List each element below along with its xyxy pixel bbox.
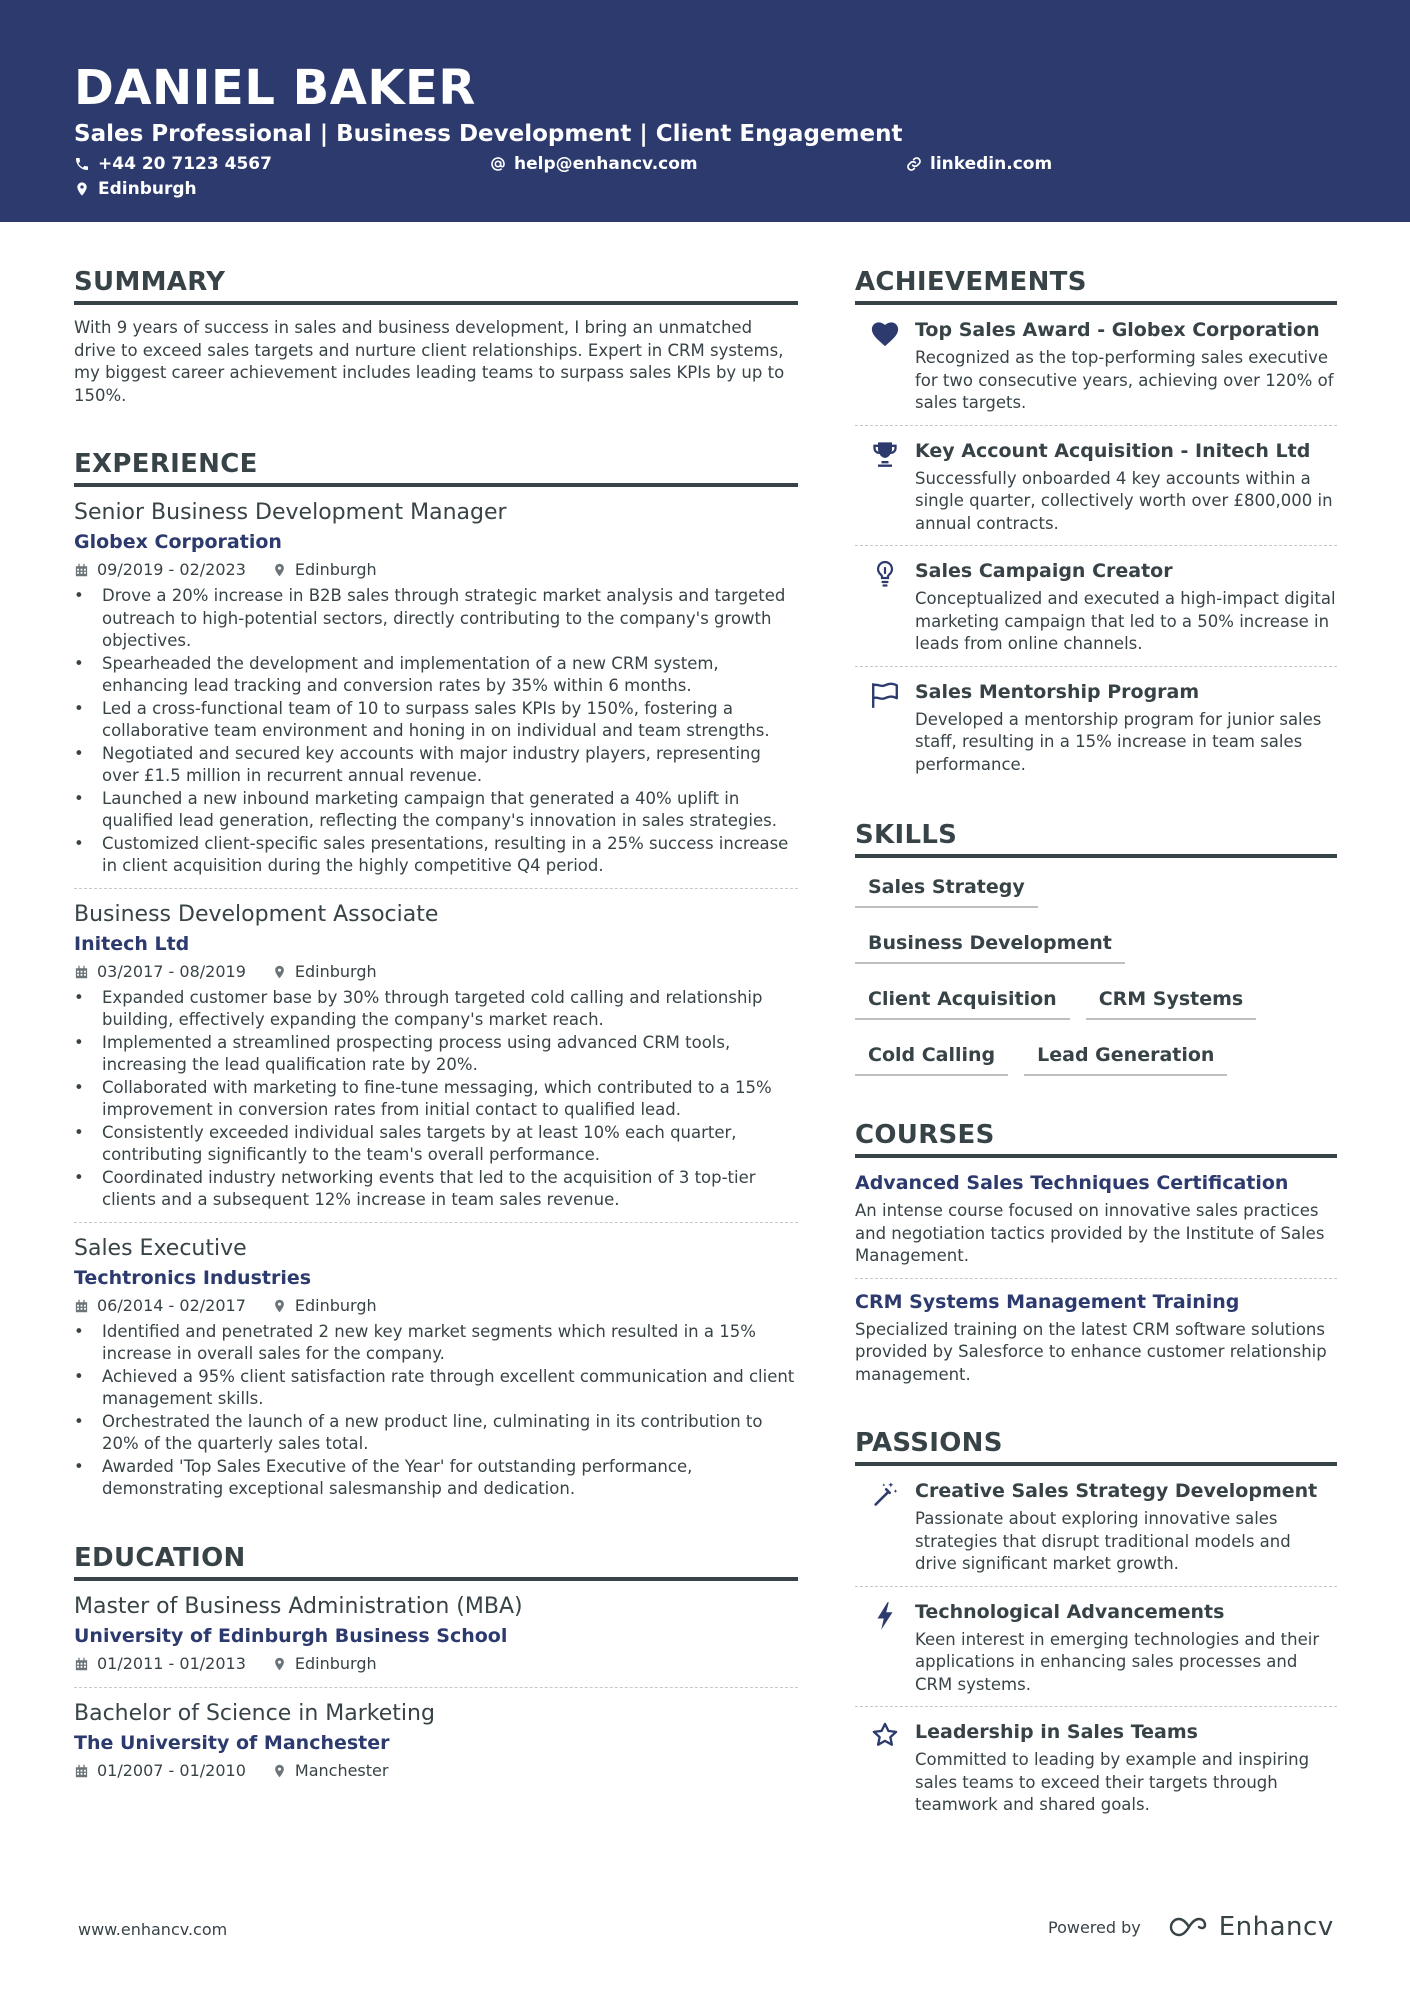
flag-icon xyxy=(870,681,900,709)
skill-tag: Sales Strategy xyxy=(855,870,1038,908)
passion-desc: Keen interest in emerging technologies and their applications in enhancing sales processes and CRM systems. xyxy=(915,1629,1320,1694)
contact-email[interactable] xyxy=(490,153,698,175)
link-icon xyxy=(906,156,922,172)
education-section xyxy=(74,1541,798,1782)
skill-tag: CRM Systems xyxy=(1086,982,1257,1020)
contact-linkedin[interactable] xyxy=(906,153,1052,175)
skills-heading: SKILLS xyxy=(855,818,1337,858)
bullet-item: • Launched a new inbound marketing campaign that generated a 40% uplift in qualified lead generation, reflecting the company's innovation in sales strategies. xyxy=(74,788,798,833)
job-location: Edinburgh xyxy=(294,1295,377,1315)
experience-section xyxy=(74,447,798,1501)
resume-header xyxy=(0,0,1410,222)
course-desc: Specialized training on the latest CRM software solutions provided by Salesforce to enhance customer relationship management. xyxy=(855,1319,1327,1384)
achievement-desc: Successfully onboarded 4 key accounts within a single quarter, collectively worth over £800,000 in annual contracts. xyxy=(915,468,1333,533)
skills-section xyxy=(855,818,1337,1094)
trophy-icon xyxy=(871,440,899,468)
brand-name: Enhancv xyxy=(1218,1912,1334,1942)
calendar-icon xyxy=(74,964,89,980)
bullet-item: • Drove a 20% increase in B2B sales through strategic market analysis and targeted outreach to high-potential sectors, directly contributing to the company's growth objectives. xyxy=(74,585,798,653)
bullet-item: • Negotiated and secured key accounts with major industry players, representing over £1.5 million in recurrent annual revenue. xyxy=(74,743,798,788)
company-name: Globex Corporation xyxy=(74,531,282,553)
calendar-icon xyxy=(74,1656,89,1672)
divider xyxy=(855,1278,1337,1279)
location-pin-icon xyxy=(272,1656,287,1672)
right-column xyxy=(855,265,1337,1827)
summary-section xyxy=(74,265,798,407)
bullet-item: • Consistently exceeded individual sales targets by at least 10% each quarter, contributing significantly to the team's overall performance. xyxy=(74,1122,798,1167)
powered-by-label: Powered by xyxy=(1048,1917,1141,1937)
skills-list xyxy=(855,870,1337,1094)
education-entry xyxy=(74,1698,798,1782)
bullet-item: • Customized client-specific sales presentations, resulting in a 25% success increase in client acquisition during the highly competitive Q4 period. xyxy=(74,833,798,878)
achievement-item xyxy=(855,546,1337,666)
left-column xyxy=(74,265,798,1782)
location-pin-icon xyxy=(272,562,287,578)
job-location: Edinburgh xyxy=(294,961,377,981)
achievement-item xyxy=(855,667,1337,787)
skill-tag: Business Development xyxy=(855,926,1125,964)
bullet-item: • Led a cross-functional team of 10 to surpass sales KPIs by 150%, fostering a collaborative team environment and honing in on individual and team strengths. xyxy=(74,698,798,743)
job-title: Sales Executive xyxy=(74,1235,247,1261)
company-name: Initech Ltd xyxy=(74,932,190,955)
education-entry xyxy=(74,1591,798,1687)
job-title: Business Development Associate xyxy=(74,901,439,927)
bullet-item: • Identified and penetrated 2 new key market segments which resulted in a 15% increase in overall sales for the company. xyxy=(74,1321,798,1366)
enhancv-logo-icon xyxy=(1167,1915,1213,1939)
school-name: University of Edinburgh Business School xyxy=(74,1624,508,1647)
job-bullets xyxy=(74,987,798,1212)
degree-title: Master of Business Administration (MBA) xyxy=(74,1593,523,1619)
phone-icon xyxy=(74,156,90,172)
star-icon xyxy=(871,1721,899,1749)
divider xyxy=(74,1687,798,1688)
skill-tag: Client Acquisition xyxy=(855,982,1070,1020)
passion-item xyxy=(855,1587,1337,1707)
achievements-heading: ACHIEVEMENTS xyxy=(855,265,1337,305)
job-bullets xyxy=(74,1321,798,1501)
experience-entry xyxy=(74,899,798,1222)
passion-title: Leadership in Sales Teams xyxy=(915,1721,1198,1743)
experience-heading: EXPERIENCE xyxy=(74,447,798,487)
achievement-item xyxy=(855,426,1337,546)
email-text: help@enhancv.com xyxy=(514,154,698,174)
passion-title: Creative Sales Strategy Development xyxy=(915,1480,1318,1502)
degree-title: Bachelor of Science in Marketing xyxy=(74,1700,435,1726)
achievement-item xyxy=(855,305,1337,425)
course-title: CRM Systems Management Training xyxy=(855,1290,1240,1313)
school-name: The University of Manchester xyxy=(74,1731,390,1754)
course-title: Advanced Sales Techniques Certification xyxy=(855,1172,1289,1194)
achievements-section xyxy=(855,265,1337,786)
lightbulb-icon xyxy=(873,560,897,588)
at-icon xyxy=(490,156,506,172)
courses-section xyxy=(855,1118,1337,1386)
calendar-icon xyxy=(74,562,89,578)
passion-title: Technological Advancements xyxy=(915,1600,1225,1623)
location-pin-icon xyxy=(272,1763,287,1779)
calendar-icon xyxy=(74,1763,89,1779)
divider xyxy=(74,1222,798,1223)
passion-item xyxy=(855,1466,1337,1586)
phone-text: +44 20 7123 4567 xyxy=(98,154,272,174)
linkedin-text: linkedin.com xyxy=(930,154,1053,174)
achievement-desc: Developed a mentorship program for junior sales staff, resulting in a 15% increase in team sales performance. xyxy=(915,709,1322,774)
achievement-title: Sales Mentorship Program xyxy=(915,680,1200,703)
education-dates: 01/2007 - 01/2010 xyxy=(97,1760,246,1780)
job-location: Edinburgh xyxy=(294,560,377,579)
job-title: Senior Business Development Manager xyxy=(74,500,507,525)
passion-desc: Passionate about exploring innovative sales strategies that disrupt traditional models and drive significant market growth. xyxy=(915,1509,1291,1573)
passion-desc: Committed to leading by example and inspiring sales teams to exceed their targets through teamwork and shared goals. xyxy=(915,1750,1310,1814)
achievement-desc: Conceptualized and executed a high-impact digital marketing campaign that led to a 50% increase in leads from online channels. xyxy=(915,589,1336,653)
education-location: Manchester xyxy=(294,1760,389,1780)
location-pin-icon xyxy=(272,964,287,980)
education-meta xyxy=(74,1760,798,1782)
location-pin-icon xyxy=(272,1298,287,1314)
calendar-icon xyxy=(74,1298,89,1314)
summary-text: With 9 years of success in sales and business development, I bring an unmatched drive to exceed sales targets and nurture client relationships. Expert in CRM systems, my biggest career achievement includes leading teams to surpass sales KPIs by up to 150%. xyxy=(74,318,785,405)
achievement-desc: Recognized as the top-performing sales executive for two consecutive years, achieving over 120% of sales targets. xyxy=(915,348,1334,412)
skill-tag: Lead Generation xyxy=(1024,1038,1227,1076)
location-pin-icon xyxy=(74,181,90,197)
education-meta xyxy=(74,1653,798,1675)
company-name: Techtronics Industries xyxy=(74,1266,312,1289)
job-meta xyxy=(74,559,798,581)
footer-website[interactable]: www.enhancv.com xyxy=(78,1920,228,1939)
candidate-title: Sales Professional | Business Development | Client Engagement xyxy=(74,121,903,147)
education-location: Edinburgh xyxy=(294,1653,377,1673)
job-meta xyxy=(74,961,798,983)
achievement-title: Top Sales Award - Globex Corporation xyxy=(915,319,1320,341)
course-item xyxy=(855,1170,1337,1278)
education-dates: 01/2011 - 01/2013 xyxy=(97,1653,246,1673)
bullet-item: • Awarded 'Top Sales Executive of the Year' for outstanding performance, demonstrating exceptional salesmanship and dedication. xyxy=(74,1456,798,1501)
lightning-bolt-icon xyxy=(874,1601,896,1631)
course-item xyxy=(855,1289,1337,1387)
achievement-title: Sales Campaign Creator xyxy=(915,560,1173,582)
footer-branding[interactable] xyxy=(1048,1912,1334,1942)
passions-section xyxy=(855,1426,1337,1827)
summary-heading: SUMMARY xyxy=(74,265,798,305)
skill-tag: Cold Calling xyxy=(855,1038,1008,1076)
bullet-item: • Collaborated with marketing to fine-tune messaging, which contributed to a 15% improvement in conversion rates from initial contact to qualified lead. xyxy=(74,1077,798,1122)
bullet-item: • Implemented a streamlined prospecting process using advanced CRM tools, increasing the lead qualification rate by 20%. xyxy=(74,1032,798,1077)
course-desc: An intense course focused on innovative sales practices and negotiation tactics provided by the Institute of Sales Management. xyxy=(855,1201,1325,1265)
job-dates: 03/2017 - 08/2019 xyxy=(97,961,246,981)
contact-location xyxy=(74,178,197,200)
job-meta xyxy=(74,1295,798,1317)
courses-heading: COURSES xyxy=(855,1118,1337,1158)
magic-wand-icon xyxy=(871,1480,899,1508)
achievement-title: Key Account Acquisition - Initech Ltd xyxy=(915,439,1311,462)
bullet-item: • Spearheaded the development and implementation of a new CRM system, enhancing lead tracking and conversion rates by 35% within 6 months. xyxy=(74,653,798,698)
job-bullets xyxy=(74,585,798,878)
bullet-item: • Orchestrated the launch of a new product line, culminating in its contribution to 20% of the quarterly sales total. xyxy=(74,1411,798,1456)
job-dates: 09/2019 - 02/2023 xyxy=(97,560,246,579)
location-text: Edinburgh xyxy=(98,179,197,199)
job-dates: 06/2014 - 02/2017 xyxy=(97,1295,246,1315)
education-heading: EDUCATION xyxy=(74,1541,798,1581)
contact-phone[interactable] xyxy=(74,153,272,175)
passions-heading: PASSIONS xyxy=(855,1426,1337,1466)
heart-icon xyxy=(870,319,900,347)
experience-entry xyxy=(74,497,798,888)
bullet-item: • Expanded customer base by 30% through targeted cold calling and relationship building, effectively expanding the company's market reach. xyxy=(74,987,798,1032)
bullet-item: • Achieved a 95% client satisfaction rate through excellent communication and client management skills. xyxy=(74,1366,798,1411)
divider xyxy=(74,888,798,889)
candidate-name: DANIEL BAKER xyxy=(74,60,476,116)
bullet-item: • Coordinated industry networking events that led to the acquisition of 3 top-tier clients and a subsequent 12% increase in team sales revenue. xyxy=(74,1167,798,1212)
passion-item xyxy=(855,1707,1337,1827)
experience-entry xyxy=(74,1233,798,1501)
